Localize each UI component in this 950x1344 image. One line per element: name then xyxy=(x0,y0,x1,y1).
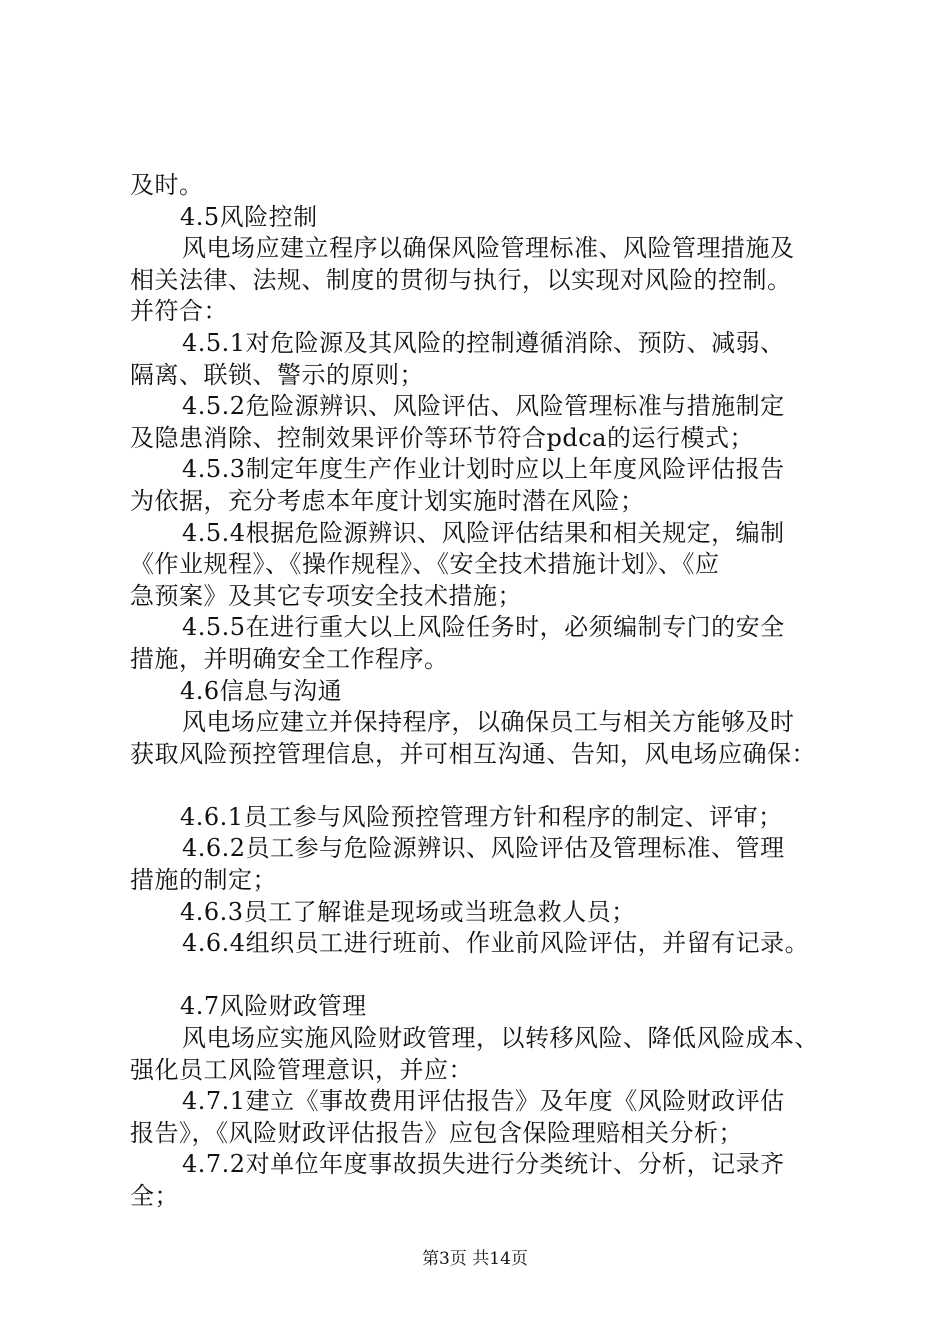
text-line: 4.7.1建立《事故费用评估报告》及年度《风险财政评估 xyxy=(182,1087,785,1116)
text-line: 措施，并明确安全工作程序。 xyxy=(130,644,449,673)
text-line: 风电场应实施风险财政管理，以转移风险、降低风险成本、 xyxy=(182,1024,819,1053)
text-line: 急预案》及其它专项安全技术措施； xyxy=(130,581,522,610)
text-line: 为依据，充分考虑本年度计划实施时潜在风险； xyxy=(130,486,645,515)
page-footer xyxy=(0,1244,950,1269)
text-line: 4.5.5在进行重大以上风险任务时，必须编制专门的安全 xyxy=(182,613,785,642)
text-line: 措施的制定； xyxy=(130,866,277,895)
text-line: 4.6.1员工参与风险预控管理方针和程序的制定、评审； xyxy=(180,802,783,831)
section-heading-4-5: 4.5风险控制 xyxy=(180,202,318,231)
section-heading-4-7: 4.7风险财政管理 xyxy=(180,992,367,1021)
text-line: 相关法律、法规、制度的贯彻与执行，以实现对风险的控制。 xyxy=(130,265,792,294)
text-line: 4.5.2危险源辨识、风险评估、风险管理标准与措施制定 xyxy=(182,392,785,421)
text-line: 获取风险预控管理信息，并可相互沟通、告知，风电场应确保： xyxy=(130,739,816,768)
section-heading-4-6: 4.6信息与沟通 xyxy=(180,676,343,705)
blank-line xyxy=(130,960,860,992)
text-line: 4.5.4根据危险源辨识、风险评估结果和相关规定，编制 xyxy=(182,518,785,547)
text-line: 强化员工风险管理意识，并应： xyxy=(130,1055,473,1084)
text-line: 4.6.2员工参与危险源辨识、风险评估及管理标准、管理 xyxy=(182,834,785,863)
page-number: 第3页 共14页 xyxy=(422,1249,528,1269)
text-line: 《作业规程》、《操作规程》、《安全技术措施计划》、《应 xyxy=(130,550,720,579)
text-line: 并符合： xyxy=(130,297,228,326)
text-line: 4.6.3员工了解谁是现场或当班急救人员； xyxy=(180,897,636,926)
text-line: 及时。 xyxy=(130,171,204,199)
text-line: 4.6.4组织员工进行班前、作业前风险评估，并留有记录。 xyxy=(182,929,810,958)
blank-line xyxy=(130,770,860,802)
text-line: 隔离、联锁、警示的原则； xyxy=(130,360,424,389)
text-line: 全； xyxy=(130,1182,179,1210)
text-line: 4.5.1对危险源及其风险的控制遵循消除、预防、减弱、 xyxy=(182,328,785,357)
document-body xyxy=(130,170,860,1213)
text-line: 风电场应建立程序以确保风险管理标准、风险管理措施及 xyxy=(182,234,795,263)
text-line: 及隐患消除、控制效果评价等环节符合pdca的运行模式； xyxy=(130,423,754,452)
text-line: 4.5.3制定年度生产作业计划时应以上年度风险评估报告 xyxy=(182,455,785,484)
text-line: 4.7.2对单位年度事故损失进行分类统计、分析，记录齐 xyxy=(182,1150,785,1179)
text-line: 报告》，《风险财政评估报告》应包含保险理赔相关分析； xyxy=(130,1118,743,1147)
text-line: 风电场应建立并保持程序，以确保员工与相关方能够及时 xyxy=(182,708,795,737)
